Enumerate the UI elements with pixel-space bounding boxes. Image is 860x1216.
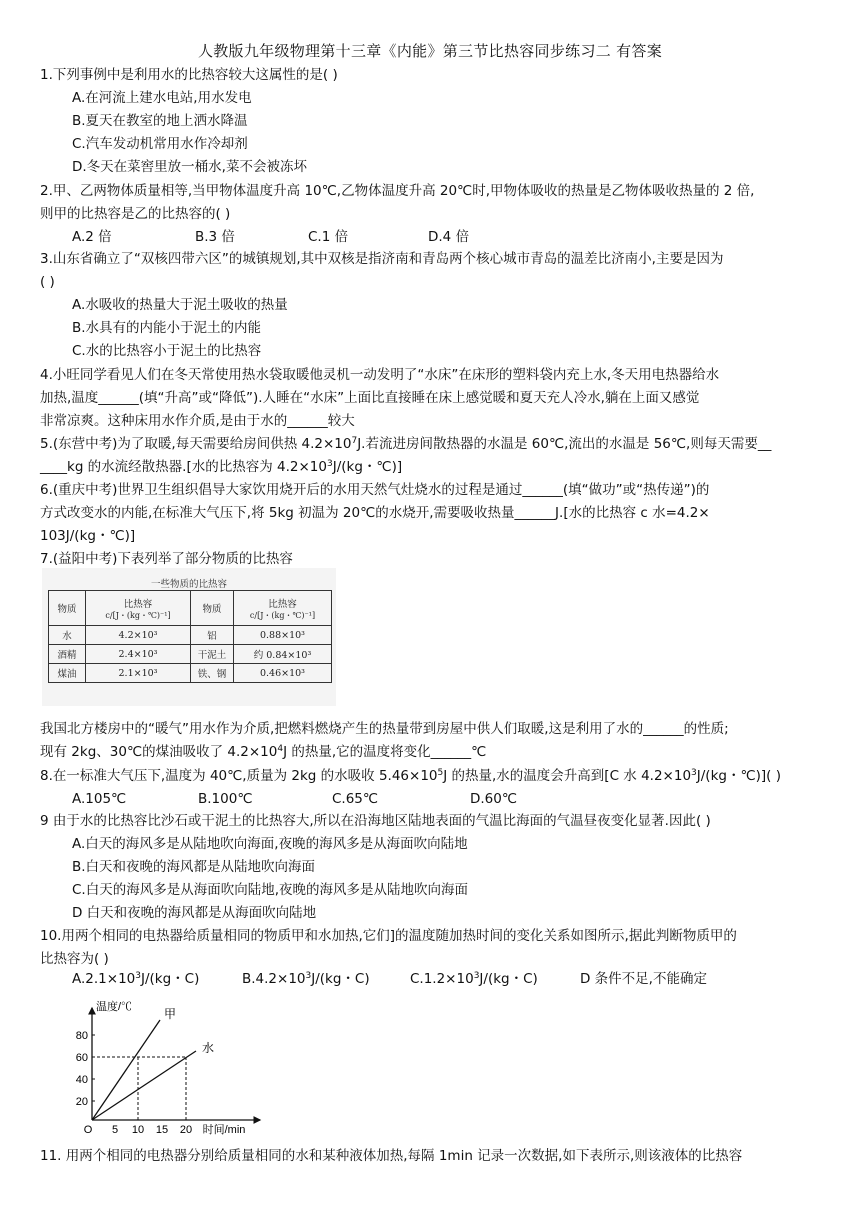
q1-option-b: B.夏天在教室的地上洒水降温 — [72, 113, 248, 129]
q6-line2: 方式改变水的内能,在标准大气压下,将 5kg 初温为 20℃的水烧开,需要吸收热量______J.[水的比热容 c 水=4.2× — [40, 505, 710, 521]
specific-heat-table-image — [42, 568, 336, 706]
table-cell: 4.2×10³ — [86, 626, 191, 645]
specific-heat-table — [48, 590, 332, 683]
q1-option-c: C.汽车发动机常用水作冷却剂 — [72, 136, 248, 152]
table-cell: 铝 — [191, 626, 234, 645]
table-cell: 约 0.84×10³ — [234, 645, 332, 664]
q3-option-c: C.水的比热容小于泥土的比热容 — [72, 343, 262, 359]
q10-option-c: $C.1.2\times 10^3J/(kg$・C) — [410, 971, 538, 987]
q1-option-d: D.冬天在菜窖里放一桶水,菜不会被冻坏 — [72, 159, 307, 175]
q3-option-b: B.水具有的内能小于泥土的内能 — [72, 320, 262, 336]
y-tick-label: 60 — [75, 1052, 88, 1064]
q6-line3: 103J/(kg・℃)] — [40, 528, 136, 544]
q8-stem: 8.在一标准大气压下,温度为 40℃,质量为 2kg 的水吸收 $5.46\times 10^5J$ 的热量,水的温度会升高到[C 水 $4.2\times 10^3J/(kg$・℃)]( ) — [40, 768, 781, 784]
origin-label: O — [83, 1124, 93, 1135]
line-water — [92, 1051, 196, 1120]
table-row — [49, 645, 332, 664]
q8-option-a: A.105℃ — [72, 791, 127, 807]
header-c-2: 比热容 c/[J・(kg・℃)⁻¹] — [234, 591, 332, 626]
q10-option-d: D 条件不足,不能确定 — [580, 971, 707, 987]
q8-option-d: D.60℃ — [470, 791, 518, 807]
table-caption: 一些物质的比热容 — [150, 579, 227, 590]
line-jia — [92, 1020, 160, 1120]
y-tick-label: 80 — [75, 1030, 88, 1042]
table-row — [49, 626, 332, 645]
q7-line2: 现有 2kg、30℃的煤油吸收了 $4.2\times 10^4J$ 的热量,它的温度将变化______℃ — [40, 744, 487, 760]
table-cell: 煤油 — [49, 664, 86, 683]
y-tick-label: 20 — [75, 1096, 88, 1108]
x-tick-label: 20 — [179, 1124, 193, 1135]
q9-option-d: D 白天和夜晚的海风都是从海面吹向陆地 — [72, 905, 317, 921]
header-c: 比热容 c/[J・(kg・℃)⁻¹] — [86, 591, 191, 626]
table-cell: 干泥土 — [191, 645, 234, 664]
q9-option-b: B.白天和夜晚的海风都是从陆地吹向海面 — [72, 859, 316, 875]
table-cell: 0.46×10³ — [234, 664, 332, 683]
q2-option-a: A.2 倍 — [72, 229, 112, 245]
x-tick-label: 5 — [111, 1124, 119, 1135]
y-tick-label: 40 — [75, 1074, 88, 1086]
table-cell: 水 — [49, 626, 86, 645]
q10-option-a: $A.2.1\times 10^3J/(kg$・C) — [72, 971, 200, 987]
q2-option-b: B.3 倍 — [195, 229, 235, 245]
q2-option-d: D.4 倍 — [428, 229, 470, 245]
q7-stem: 7.(益阳中考)下表列举了部分物质的比热容 — [40, 551, 293, 567]
x-tick-label: 10 — [131, 1124, 145, 1135]
q2-stem-line1: 2.甲、乙两物体质量相等,当甲物体温度升高 10℃,乙物体温度升高 20℃时,甲物体吸收的热量是乙物体吸收热量的 2 倍, — [40, 183, 755, 199]
page-title: 人教版九年级物理第十三章《内能》第三节比热容同步练习二 有答案 — [197, 42, 663, 60]
q3-stem-line2: ( ) — [40, 274, 55, 290]
x-tick-label: 15 — [155, 1124, 169, 1135]
table-cell: 2.4×10³ — [86, 645, 191, 664]
q10-option-b: $B.4.2\times 10^3J/(kg$・C) — [242, 971, 370, 987]
q3-option-a: A.水吸收的热量大于泥土吸收的热量 — [72, 297, 288, 313]
temperature-time-graph — [62, 1000, 262, 1135]
q11-line1: 11. 用两个相同的电热器分别给质量相同的水和某种液体加热,每隔 1min 记录一次数据,如下表所示,则该液体的比热容 — [40, 1148, 743, 1164]
q1-stem: 1.下列事例中是利用水的比热容较大这属性的是( ) — [40, 67, 338, 83]
table-cell: 0.88×10³ — [234, 626, 332, 645]
table-cell: 酒精 — [49, 645, 86, 664]
x-axis-label: 时间/min — [202, 1124, 246, 1135]
q1-option-a: A.在河流上建水电站,用水发电 — [72, 90, 252, 106]
table-header-row — [49, 591, 332, 626]
q10-line2: 比热容为( ) — [40, 951, 109, 967]
table-cell: 2.1×10³ — [86, 664, 191, 683]
q8-option-c: C.65℃ — [332, 791, 379, 807]
header-substance-2: 物质 — [191, 591, 234, 626]
y-axis-label: 温度/℃ — [96, 1001, 133, 1013]
q3-stem-line1: 3.山东省确立了“双核四带六区”的城镇规划,其中双核是指济南和青岛两个核心城市青岛的温差比济南小,主要是因为 — [40, 251, 724, 267]
q5-line1: 5.(东营中考)为了取暖,每天需要给房间供热 $4.2\times 10^7J$.若流进房间散热器的水温是 60℃,流出的水温是 56℃,则每天需要__ — [40, 436, 772, 452]
q4-line1: 4.小旺同学看见人们在冬天常使用热水袋取暖他灵机一动发明了“水床”在床形的塑料袋内充上水,冬天用电热器给水 — [40, 367, 720, 383]
table-cell: 铁、钢 — [191, 664, 234, 683]
q7-line1: 我国北方楼房中的“暖气”用水作为介质,把燃料燃烧产生的热量带到房屋中供人们取暖,这是利用了水的______的性质; — [40, 721, 729, 737]
label-jia: 甲 — [164, 1007, 177, 1021]
q10-line1: 10.用两个相同的电热器给质量相同的物质甲和水加热,它们]的温度随加热时间的变化关系如图所示,据此判断物质甲的 — [40, 928, 737, 944]
q4-line2: 加热,温度______(填“升高”或“降低”).人睡在“水床”上面比直接睡在床上感觉暖和夏天充人冷水,躺在上面又感觉 — [40, 390, 700, 406]
q2-stem-line2: 则甲的比热容是乙的比热容的( ) — [40, 206, 231, 222]
q2-option-c: C.1 倍 — [308, 229, 349, 245]
q6-line1: 6.(重庆中考)世界卫生组织倡导大家饮用烧开后的水用天然气灶烧水的过程是通过______(填“做功”或“热传递”)的 — [40, 482, 710, 498]
table-row — [49, 664, 332, 683]
q4-line3: 非常凉爽。这种床用水作介质,是由于水的______较大 — [40, 413, 355, 429]
q5-line2: ____kg 的水流经散热器.[水的比热容为 $4.2\times 10^3J/(kg$・℃)] — [40, 459, 403, 475]
q8-option-b: B.100℃ — [198, 791, 253, 807]
label-water: 水 — [202, 1041, 215, 1055]
header-substance: 物质 — [49, 591, 86, 626]
q9-option-c: C.白天的海风多是从海面吹向陆地,夜晚的海风多是从陆地吹向海面 — [72, 882, 469, 898]
q9-stem: 9 由于水的比热容比沙石或干泥土的比热容大,所以在沿海地区陆地表面的气温比海面的气温昼夜变化显著.因此( ) — [40, 813, 711, 829]
q9-option-a: A.白天的海风多是从陆地吹向海面,夜晚的海风多是从海面吹向陆地 — [72, 836, 468, 852]
